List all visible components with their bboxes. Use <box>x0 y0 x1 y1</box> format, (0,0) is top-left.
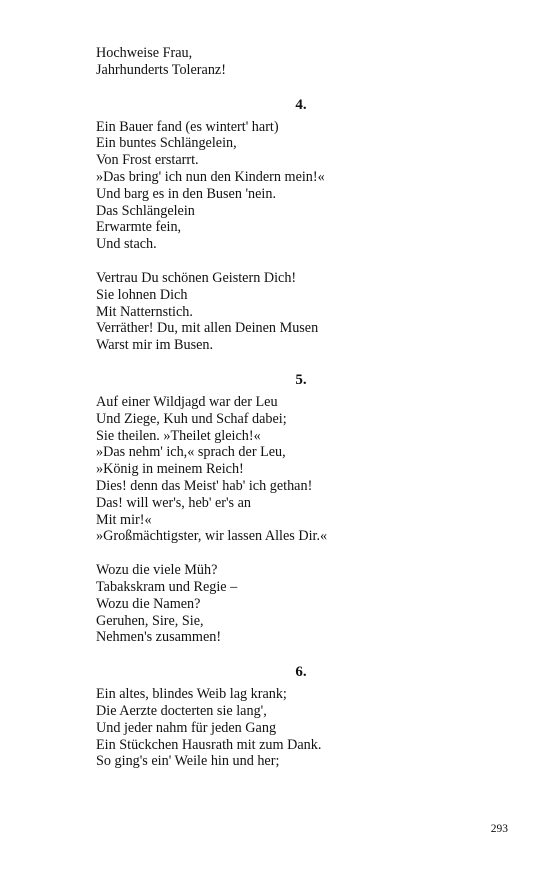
verse-line: Ein altes, blindes Weib lag krank; <box>96 686 287 703</box>
poem-stanza <box>96 270 476 354</box>
verse-line: Nehmen's zusammen! <box>96 629 222 646</box>
verse-line: Und jeder nahm für jeden Gang <box>96 719 277 736</box>
page-body <box>96 45 476 770</box>
verse-line: Sie lohnen Dich <box>96 286 188 303</box>
poem-stanza <box>96 119 476 253</box>
verse-line: Warst mir im Busen. <box>96 337 214 354</box>
verse-line: Jahrhunderts Toleranz! <box>96 61 226 78</box>
verse-line: Ein Bauer fand (es wintert' hart) <box>96 118 279 135</box>
verse-line: Ein Stückchen Hausrath mit zum Dank. <box>96 736 322 753</box>
page-number: 293 <box>490 823 508 835</box>
verse-line: Wozu die Namen? <box>96 595 201 612</box>
poem-stanza <box>96 394 476 545</box>
poem-number-heading: 6. <box>295 664 307 681</box>
verse-line: Dies! denn das Meist' hab' ich gethan! <box>96 477 313 494</box>
verse-line: Sie theilen. »Theilet gleich!« <box>96 427 261 444</box>
verse-line: »Das bring' ich nun den Kindern mein!« <box>96 168 325 185</box>
verse-line: Und stach. <box>96 236 157 253</box>
verse-line: Geruhen, Sire, Sie, <box>96 612 204 629</box>
intro-stanza <box>96 45 476 79</box>
verse-line: Verräther! Du, mit allen Deinen Musen <box>96 320 319 337</box>
verse-line: Ein buntes Schlängelein, <box>96 135 237 152</box>
verse-line: Von Frost erstarrt. <box>96 152 199 169</box>
verse-line: Vertrau Du schönen Geistern Dich! <box>96 269 297 286</box>
verse-line: Tabakskram und Regie – <box>96 578 238 595</box>
verse-line: Hochweise Frau, <box>96 45 193 61</box>
verse-line: Mit Natternstich. <box>96 303 193 320</box>
verse-line: Erwarmte fein, <box>96 219 182 236</box>
poem-stanza <box>96 562 476 646</box>
verse-line: Und barg es in den Busen 'nein. <box>96 185 277 202</box>
verse-line: Die Aerzte docterten sie lang', <box>96 702 267 719</box>
verse-line: Und Ziege, Kuh und Schaf dabei; <box>96 410 287 427</box>
verse-line: Auf einer Wildjagd war der Leu <box>96 393 278 410</box>
poem-number-heading: 5. <box>295 371 307 388</box>
verse-line: So ging's ein' Weile hin und her; <box>96 753 280 770</box>
verse-line: »König in meinem Reich! <box>96 461 244 478</box>
verse-line: »Das nehm' ich,« sprach der Leu, <box>96 444 286 461</box>
verse-line: Das Schlängelein <box>96 202 195 219</box>
verse-line: Das! will wer's, heb' er's an <box>96 494 252 511</box>
verse-line: »Großmächtigster, wir lassen Alles Dir.« <box>96 528 328 545</box>
verse-line: Mit mir!« <box>96 511 152 528</box>
verse-line: Wozu die viele Müh? <box>96 562 218 579</box>
poem-number-heading: 4. <box>295 96 307 113</box>
poem-stanza <box>96 686 476 770</box>
